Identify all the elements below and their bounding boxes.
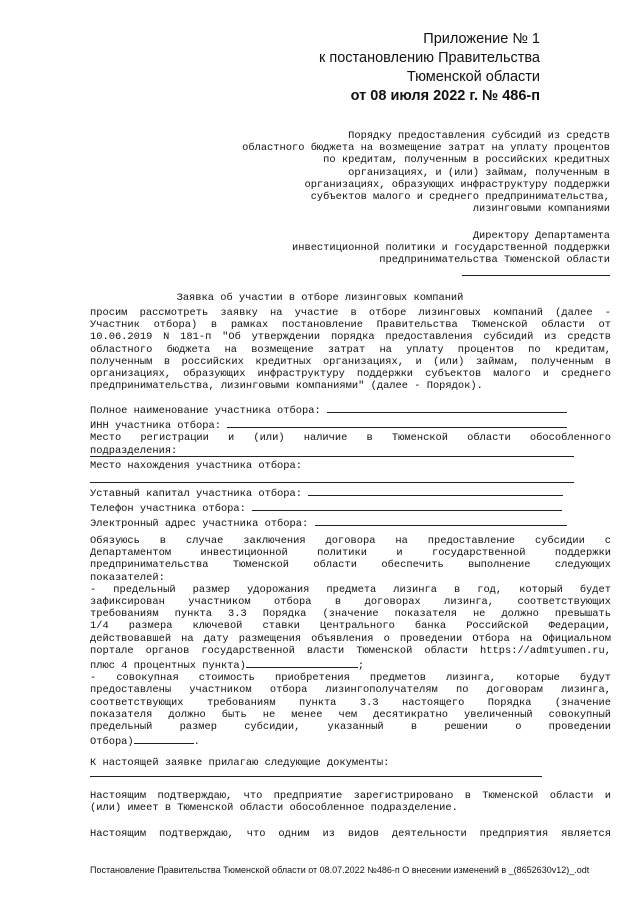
obligation-line: Департаментом инвестиционной политики и государственной поддержки	[90, 547, 611, 560]
obligation-line: предпринимательства Тюменской области обеспечить выполнение следующих	[90, 559, 611, 572]
inn-input[interactable]	[227, 417, 567, 428]
indicator-1-line: портале органов государственной власти Тюменской области https://admtyumen.ru,	[90, 644, 611, 657]
paragraph-line: предпринимательства, лизинговыми компаниями" (далее - Порядок).	[90, 380, 483, 393]
addressee-line: Директору Департамента	[472, 230, 610, 242]
indicator-1-line: зафиксирован участником отбора в договорах лизинга, соответствующих	[90, 596, 611, 609]
field-email	[90, 515, 611, 530]
phone-label: Телефон участника отбора:	[90, 503, 246, 516]
confirmation-line: Настоящим подтверждаю, что предприятие зарегистрировано в Тюменской области и	[90, 790, 611, 802]
paragraph-line: Участник отбора) в рамках постановление Правительства Тюменской области от	[90, 319, 611, 332]
location-label: Место нахождения участника отбора:	[90, 460, 303, 472]
request-paragraph	[90, 307, 611, 392]
addressee-block	[292, 230, 610, 267]
obligation-line: Обязуюсь в случае заключения договора на предоставление субсидии с	[90, 535, 611, 547]
reg-place-label-1: Место регистрации и (или) наличие в Тюменской области обособленного	[90, 432, 611, 445]
field-inn	[90, 417, 611, 432]
procedure-line: областного бюджета на возмещение затрат на уплату процентов	[242, 142, 610, 155]
indicator-2-last-line	[90, 733, 611, 748]
procedure-line: лизинговыми компаниями	[472, 203, 610, 216]
field-capital	[90, 485, 611, 500]
phone-input[interactable]	[252, 500, 562, 511]
appendix-date: от 08 июля 2022 г. № 486-п	[350, 88, 540, 104]
confirmation-registration	[90, 790, 611, 814]
semicolon: ;	[357, 660, 365, 673]
paragraph-line: организациях, образующих инфраструктуру поддержки субъектов малого и среднего	[90, 368, 611, 381]
capital-input[interactable]	[308, 485, 563, 496]
indicator-1-line: - предельный размер удорожания предмета лизинга в год, который будет	[90, 583, 611, 596]
confirmation-line: Настоящим подтверждаю, что одним из видов деятельности предприятия является	[90, 828, 611, 840]
indicator-1-line: 1/4 размера ключевой ставки Центрального банка Российской Федерации,	[90, 620, 611, 633]
field-phone	[90, 500, 611, 515]
attachments-input[interactable]	[90, 776, 542, 777]
indicator-2-line: соответствующих требованиям пункта 3.3 настоящего Порядка (значение	[90, 696, 611, 709]
appendix-region: Тюменской области	[406, 69, 540, 85]
field-location	[90, 460, 611, 472]
indicator-2-line: предельный размер субсидии, указанный в решении о проведении	[90, 721, 611, 734]
capital-label: Уставный капитал участника отбора:	[90, 488, 303, 500]
full-name-label: Полное наименование участника отбора:	[90, 405, 321, 417]
full-name-input[interactable]	[327, 402, 567, 413]
indicator-1-text: плюс 4 процентных пункта)	[90, 660, 246, 673]
procedure-line: по кредитам, полученным в российских кредитных	[323, 154, 610, 167]
total-cost-input[interactable]	[134, 733, 194, 744]
obligation-paragraph	[90, 535, 611, 748]
document-footer: Постановление Правительства Тюменской области от 08.07.2022 №486-п О внесении изменений в _(8652630v12)_.odt	[90, 865, 590, 875]
indicator-2-line: предоставлены участником отбора лизингополучателям по договорам лизинга,	[90, 684, 611, 697]
indicator-2-line: показателя должно быть не менее чем десятикратно увеличенный совокупный	[90, 708, 611, 721]
addressee-signature-line[interactable]	[462, 275, 610, 276]
indicator-2-line: - совокупная стоимость приобретения предметов лизинга, которые будут	[90, 672, 611, 685]
procedure-line: Порядку предоставления субсидий из средств	[348, 130, 610, 142]
appendix-number: Приложение № 1	[423, 31, 540, 47]
email-input[interactable]	[315, 515, 567, 526]
appendix-to-decree: к постановлению Правительства	[319, 50, 540, 66]
inn-label: ИНН участника отбора:	[90, 420, 221, 433]
capital-contact-fields	[90, 485, 611, 531]
addressee-line: предпринимательства Тюменской области	[379, 254, 610, 267]
procedure-line: субъектов малого и среднего предпринимательства,	[310, 191, 610, 204]
appendix-header	[240, 30, 540, 106]
paragraph-line: полученным в российских кредитных организациях, и (или) займам, полученным в	[90, 355, 611, 368]
obligation-line: показателей:	[90, 571, 165, 584]
procedure-line: организациях, образующих инфраструктуру поддержки	[304, 178, 610, 191]
field-full-name	[90, 402, 611, 417]
procedure-line: организациях, и (или) займам, полученным в	[348, 166, 610, 179]
indicator-1-last-line	[90, 657, 611, 672]
application-title: Заявка об участии в отборе лизинговых компаний	[176, 292, 464, 304]
addressee-line: инвестиционной политики и государственной поддержки	[291, 242, 610, 255]
location-input[interactable]	[90, 482, 574, 483]
email-label: Электронный адрес участника отбора:	[90, 518, 309, 531]
indicator-1-line: требованиям пункта 3.3 Порядка (значение показателя не должно превышать	[90, 608, 611, 621]
reg-place-label-2: подразделения:	[90, 444, 178, 457]
markup-value-input[interactable]	[246, 657, 358, 668]
participant-fields	[90, 402, 611, 457]
confirmation-line: (или) имеет в Тюменской области обособленное подразделение.	[90, 802, 458, 815]
confirmation-activity	[90, 828, 611, 840]
indicator-1-line: действовавшей на дату размещения объявления о проведении Отбора на Официальном	[90, 632, 611, 645]
procedure-reference	[242, 130, 610, 215]
paragraph-line: областного бюджета на возмещение затрат на уплату процентов по кредитам,	[90, 343, 611, 356]
period: .	[193, 736, 200, 749]
paragraph-line: 10.06.2019 N 181-п "Об утверждении порядка предоставления субсидий из средств	[90, 331, 611, 344]
reg-place-input[interactable]	[90, 456, 574, 457]
paragraph-line: просим рассмотреть заявку на участие в отборе лизинговых компаний (далее -	[90, 307, 611, 319]
indicator-2-text: Отбора)	[90, 736, 134, 749]
attachments-label: К настоящей заявке прилагаю следующие документы:	[90, 757, 390, 769]
